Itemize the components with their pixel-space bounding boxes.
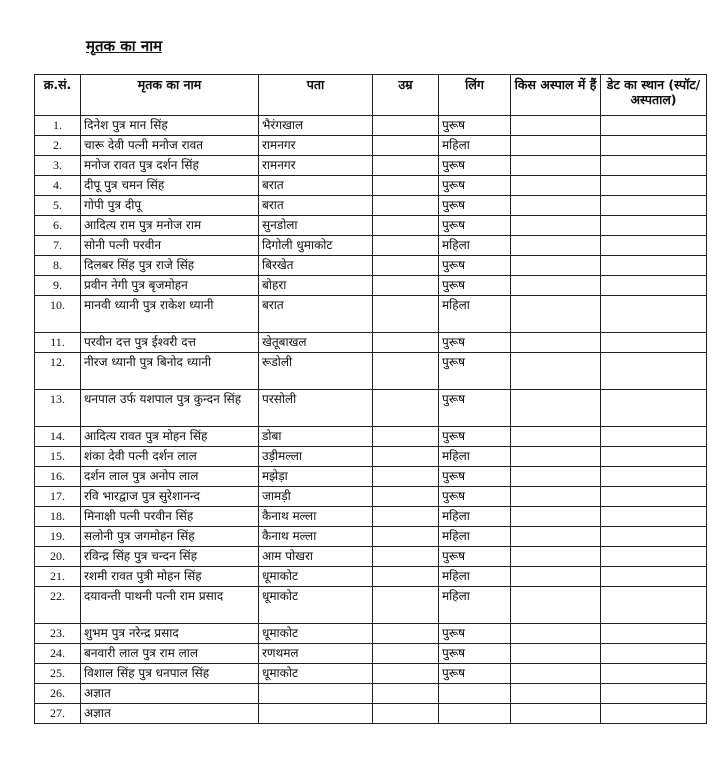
cell-address: बोहरा <box>259 276 373 296</box>
cell-address: बरात <box>259 296 373 333</box>
cell-age <box>373 353 439 390</box>
cell-gender: पुरूष <box>439 467 511 487</box>
cell-address: दिगोली धुमाकोट <box>259 236 373 256</box>
table-row <box>35 236 707 256</box>
cell-address: खेतूबाखल <box>259 333 373 353</box>
cell-gender: पुरूष <box>439 644 511 664</box>
header-death-place: डेट का स्थान (स्पॉट/अस्पताल) <box>601 75 707 116</box>
cell-age <box>373 704 439 724</box>
cell-hospital <box>511 296 601 333</box>
cell-name: मिनाक्षी पत्नी परवीन सिंह <box>81 507 259 527</box>
cell-age <box>373 136 439 156</box>
cell-address: रामनगर <box>259 136 373 156</box>
cell-age <box>373 116 439 136</box>
cell-serial-number: 23. <box>35 624 81 644</box>
cell-death-place <box>601 567 707 587</box>
table-row <box>35 216 707 236</box>
cell-name: दिनेश पुत्र मान सिंह <box>81 116 259 136</box>
cell-serial-number: 18. <box>35 507 81 527</box>
cell-serial-number: 17. <box>35 487 81 507</box>
cell-name: सोनी पत्नी परवीन <box>81 236 259 256</box>
cell-name: अज्ञात <box>81 684 259 704</box>
cell-hospital <box>511 333 601 353</box>
cell-serial-number: 14. <box>35 427 81 447</box>
cell-age <box>373 644 439 664</box>
cell-death-place <box>601 427 707 447</box>
cell-name: चारू देवी पत्नी मनोज रावत <box>81 136 259 156</box>
cell-death-place <box>601 704 707 724</box>
cell-age <box>373 587 439 624</box>
cell-address: आम पोखरा <box>259 547 373 567</box>
table-row <box>35 447 707 467</box>
header-hospital: किस अस्पाल में हैं <box>511 75 601 116</box>
cell-death-place <box>601 527 707 547</box>
table-row <box>35 333 707 353</box>
cell-serial-number: 27. <box>35 704 81 724</box>
cell-age <box>373 216 439 236</box>
page-title: मृतक का नाम <box>86 37 163 55</box>
table-header-row <box>35 75 707 116</box>
cell-serial-number: 19. <box>35 527 81 547</box>
cell-hospital <box>511 567 601 587</box>
cell-death-place <box>601 176 707 196</box>
cell-gender: महिला <box>439 567 511 587</box>
table-row <box>35 704 707 724</box>
cell-name: रवि भारद्वाज पुत्र सुरेशानन्द <box>81 487 259 507</box>
cell-name: रविन्द्र सिंह पुत्र चन्दन सिंह <box>81 547 259 567</box>
cell-name: बनवारी लाल पुत्र राम लाल <box>81 644 259 664</box>
cell-hospital <box>511 644 601 664</box>
cell-serial-number: 6. <box>35 216 81 236</box>
cell-death-place <box>601 353 707 390</box>
cell-address: रामनगर <box>259 156 373 176</box>
cell-serial-number: 26. <box>35 684 81 704</box>
cell-hospital <box>511 467 601 487</box>
cell-age <box>373 507 439 527</box>
cell-gender: महिला <box>439 136 511 156</box>
cell-serial-number: 21. <box>35 567 81 587</box>
table-row <box>35 296 707 333</box>
cell-serial-number: 7. <box>35 236 81 256</box>
cell-gender: महिला <box>439 587 511 624</box>
cell-serial-number: 11. <box>35 333 81 353</box>
table-row <box>35 527 707 547</box>
cell-name: सलोनी पुत्र जगमोहन सिंह <box>81 527 259 547</box>
cell-address: धूमाकोट <box>259 587 373 624</box>
cell-hospital <box>511 427 601 447</box>
cell-hospital <box>511 547 601 567</box>
cell-name: दीपू पुत्र चमन सिंह <box>81 176 259 196</box>
cell-death-place <box>601 447 707 467</box>
cell-death-place <box>601 156 707 176</box>
cell-hospital <box>511 507 601 527</box>
cell-age <box>373 333 439 353</box>
cell-hospital <box>511 156 601 176</box>
cell-gender: महिला <box>439 447 511 467</box>
cell-death-place <box>601 487 707 507</box>
cell-gender: पुरूष <box>439 176 511 196</box>
header-gender: लिंग <box>439 75 511 116</box>
cell-serial-number: 15. <box>35 447 81 467</box>
cell-age <box>373 390 439 427</box>
cell-hospital <box>511 704 601 724</box>
table-row <box>35 644 707 664</box>
cell-death-place <box>601 507 707 527</box>
cell-name: परवीन दत्त पुत्र ईश्वरी दत्त <box>81 333 259 353</box>
table-row <box>35 156 707 176</box>
table-row <box>35 176 707 196</box>
cell-address: रूडोली <box>259 353 373 390</box>
cell-gender: महिला <box>439 236 511 256</box>
cell-name: अज्ञात <box>81 704 259 724</box>
cell-age <box>373 176 439 196</box>
cell-age <box>373 256 439 276</box>
cell-death-place <box>601 216 707 236</box>
cell-age <box>373 296 439 333</box>
table-row <box>35 427 707 447</box>
cell-address: सुनडोला <box>259 216 373 236</box>
cell-name: दिलबर सिंह पुत्र राजे सिंह <box>81 256 259 276</box>
cell-gender: पुरूष <box>439 427 511 447</box>
cell-age <box>373 527 439 547</box>
table-row <box>35 587 707 624</box>
cell-hospital <box>511 527 601 547</box>
cell-hospital <box>511 447 601 467</box>
cell-hospital <box>511 684 601 704</box>
cell-death-place <box>601 116 707 136</box>
cell-gender: पुरूष <box>439 333 511 353</box>
cell-serial-number: 25. <box>35 664 81 684</box>
cell-death-place <box>601 664 707 684</box>
cell-address: धूमाकोट <box>259 664 373 684</box>
cell-age <box>373 276 439 296</box>
cell-gender: पुरूष <box>439 390 511 427</box>
cell-age <box>373 196 439 216</box>
cell-serial-number: 20. <box>35 547 81 567</box>
cell-serial-number: 13. <box>35 390 81 427</box>
table-row <box>35 256 707 276</box>
cell-age <box>373 624 439 644</box>
table-row <box>35 507 707 527</box>
cell-age <box>373 567 439 587</box>
cell-address: डोबा <box>259 427 373 447</box>
table-row <box>35 664 707 684</box>
cell-name: विशाल सिंह पुत्र धनपाल सिंह <box>81 664 259 684</box>
cell-hospital <box>511 487 601 507</box>
cell-age <box>373 487 439 507</box>
cell-death-place <box>601 587 707 624</box>
cell-gender: पुरूष <box>439 216 511 236</box>
cell-hospital <box>511 256 601 276</box>
table-row <box>35 276 707 296</box>
table-row <box>35 567 707 587</box>
cell-address: बिरखेत <box>259 256 373 276</box>
cell-death-place <box>601 547 707 567</box>
cell-address: धूमाकोट <box>259 567 373 587</box>
cell-gender: पुरूष <box>439 276 511 296</box>
cell-gender <box>439 684 511 704</box>
cell-address: भैरंगखाल <box>259 116 373 136</box>
cell-death-place <box>601 136 707 156</box>
cell-name: गोपी पुत्र दीपू <box>81 196 259 216</box>
cell-address: कैनाथ मल्ला <box>259 507 373 527</box>
cell-death-place <box>601 196 707 216</box>
table-body <box>35 116 707 724</box>
table-row <box>35 684 707 704</box>
cell-death-place <box>601 390 707 427</box>
cell-hospital <box>511 587 601 624</box>
table-row <box>35 116 707 136</box>
table-row <box>35 390 707 427</box>
cell-address: मझेड़ा <box>259 467 373 487</box>
deceased-table <box>34 74 707 724</box>
cell-name: शंका देवी पत्नी दर्शन लाल <box>81 447 259 467</box>
cell-gender: पुरूष <box>439 196 511 216</box>
table-row <box>35 467 707 487</box>
cell-gender: पुरूष <box>439 487 511 507</box>
cell-address: उड़ीमल्ला <box>259 447 373 467</box>
cell-serial-number: 2. <box>35 136 81 156</box>
cell-name: प्रवीन नेगी पुत्र बृजमोहन <box>81 276 259 296</box>
cell-hospital <box>511 353 601 390</box>
cell-serial-number: 5. <box>35 196 81 216</box>
cell-serial-number: 3. <box>35 156 81 176</box>
table-row <box>35 487 707 507</box>
cell-gender: महिला <box>439 296 511 333</box>
cell-death-place <box>601 333 707 353</box>
header-address: पता <box>259 75 373 116</box>
cell-age <box>373 427 439 447</box>
cell-address <box>259 704 373 724</box>
cell-name: रशमी रावत पुत्री मोहन सिंह <box>81 567 259 587</box>
header-name: मृतक का नाम <box>81 75 259 116</box>
cell-name: आदित्य राम पुत्र मनोज राम <box>81 216 259 236</box>
header-age: उम्र <box>373 75 439 116</box>
cell-hospital <box>511 664 601 684</box>
table-row <box>35 353 707 390</box>
cell-death-place <box>601 644 707 664</box>
cell-gender: पुरूष <box>439 256 511 276</box>
cell-gender: पुरूष <box>439 624 511 644</box>
cell-gender: महिला <box>439 527 511 547</box>
cell-hospital <box>511 116 601 136</box>
cell-name: शुभम पुत्र नरेन्द्र प्रसाद <box>81 624 259 644</box>
cell-name: मनोज रावत पुत्र दर्शन सिंह <box>81 156 259 176</box>
cell-hospital <box>511 276 601 296</box>
cell-age <box>373 467 439 487</box>
cell-gender <box>439 704 511 724</box>
cell-gender: महिला <box>439 507 511 527</box>
cell-name: मानवी ध्यानी पुत्र राकेश ध्यानी <box>81 296 259 333</box>
cell-name: दर्शन लाल पुत्र अनोप लाल <box>81 467 259 487</box>
cell-gender: पुरूष <box>439 156 511 176</box>
cell-address: परसोली <box>259 390 373 427</box>
cell-hospital <box>511 624 601 644</box>
cell-gender: पुरूष <box>439 116 511 136</box>
cell-gender: पुरूष <box>439 353 511 390</box>
cell-death-place <box>601 296 707 333</box>
cell-address: कैनाथ मल्ला <box>259 527 373 547</box>
cell-hospital <box>511 176 601 196</box>
cell-name: नीरज ध्यानी पुत्र बिनोद ध्यानी <box>81 353 259 390</box>
cell-address: बरात <box>259 196 373 216</box>
cell-death-place <box>601 256 707 276</box>
cell-address: बरात <box>259 176 373 196</box>
cell-serial-number: 16. <box>35 467 81 487</box>
cell-gender: पुरूष <box>439 547 511 567</box>
cell-serial-number: 10. <box>35 296 81 333</box>
cell-address: रणथमल <box>259 644 373 664</box>
cell-serial-number: 22. <box>35 587 81 624</box>
cell-death-place <box>601 624 707 644</box>
table-row <box>35 196 707 216</box>
cell-age <box>373 156 439 176</box>
cell-death-place <box>601 236 707 256</box>
cell-gender: पुरूष <box>439 664 511 684</box>
cell-serial-number: 9. <box>35 276 81 296</box>
cell-death-place <box>601 276 707 296</box>
cell-address: धूमाकोट <box>259 624 373 644</box>
cell-death-place <box>601 684 707 704</box>
cell-serial-number: 4. <box>35 176 81 196</box>
cell-death-place <box>601 467 707 487</box>
cell-address <box>259 684 373 704</box>
cell-serial-number: 8. <box>35 256 81 276</box>
cell-name: आदित्य रावत पुत्र मोहन सिंह <box>81 427 259 447</box>
cell-name: धनपाल उर्फ यशपाल पुत्र कुन्दन सिंह <box>81 390 259 427</box>
table-row <box>35 624 707 644</box>
cell-age <box>373 236 439 256</box>
cell-age <box>373 664 439 684</box>
table-row <box>35 547 707 567</box>
cell-hospital <box>511 236 601 256</box>
cell-name: दयावन्ती पाथनी पत्नी राम प्रसाद <box>81 587 259 624</box>
cell-serial-number: 12. <box>35 353 81 390</box>
cell-serial-number: 24. <box>35 644 81 664</box>
cell-hospital <box>511 216 601 236</box>
cell-hospital <box>511 136 601 156</box>
cell-serial-number: 1. <box>35 116 81 136</box>
cell-age <box>373 684 439 704</box>
table-row <box>35 136 707 156</box>
cell-hospital <box>511 390 601 427</box>
cell-age <box>373 447 439 467</box>
cell-age <box>373 547 439 567</box>
cell-address: जामड़ी <box>259 487 373 507</box>
cell-hospital <box>511 196 601 216</box>
header-serial-number: क्र.सं. <box>35 75 81 116</box>
